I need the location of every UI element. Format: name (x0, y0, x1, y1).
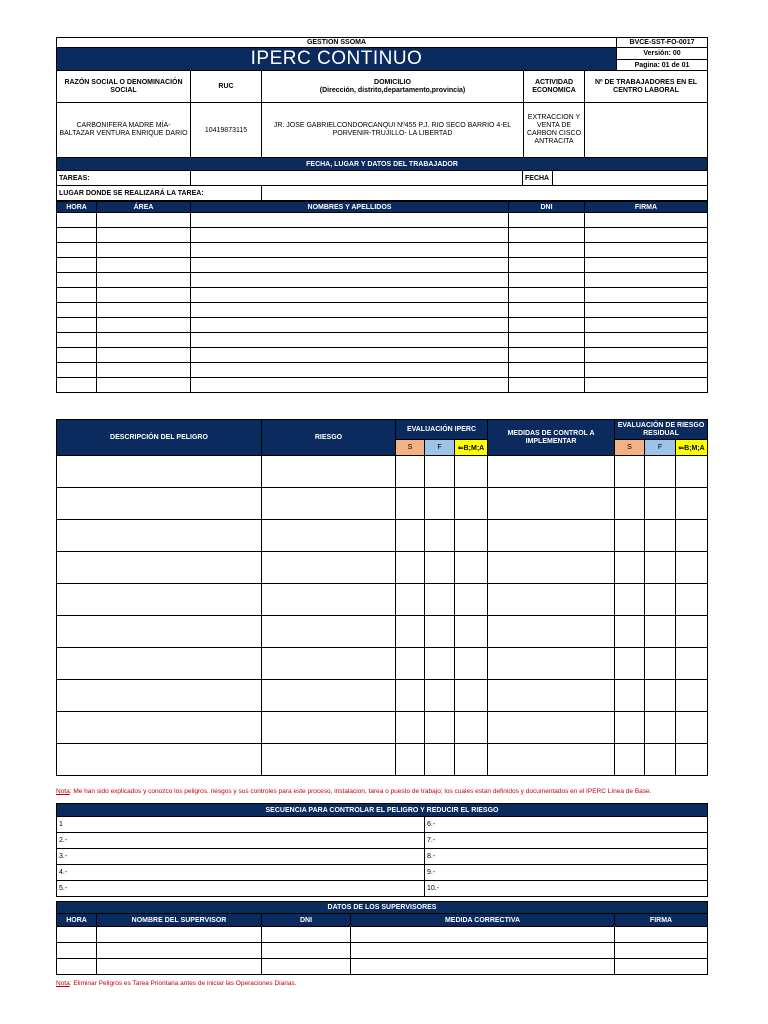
worker-row (57, 333, 708, 348)
col-risk: RIESGO (262, 420, 396, 456)
hazard-cell[interactable] (396, 680, 425, 712)
hazard-cell[interactable] (645, 616, 676, 648)
worker-cell[interactable] (585, 228, 708, 243)
form-version: Versión: 00 (617, 48, 708, 60)
worker-cell[interactable] (509, 243, 585, 258)
col-company-name: RAZÓN SOCIAL O DENOMINACIÓN SOCIAL (57, 71, 191, 103)
hazard-cell[interactable] (396, 648, 425, 680)
tasks-label: TAREAS: (57, 171, 191, 186)
hazard-row (57, 712, 708, 744)
supervisor-cell[interactable] (351, 943, 615, 959)
hazard-cell[interactable] (645, 488, 676, 520)
sequence-step[interactable]: 7.- (425, 833, 708, 849)
hazard-cell[interactable] (645, 456, 676, 488)
worker-cell[interactable] (57, 363, 97, 378)
hazard-cell[interactable] (645, 680, 676, 712)
sequence-row (57, 817, 708, 833)
hazard-cell[interactable] (615, 552, 645, 584)
worker-cell[interactable] (57, 243, 97, 258)
worker-cell[interactable] (97, 243, 191, 258)
hazard-cell[interactable] (615, 744, 645, 776)
worker-cell[interactable] (585, 318, 708, 333)
supervisor-cell[interactable] (351, 927, 615, 943)
worker-cell[interactable] (191, 258, 509, 273)
col-address-title: DOMICILIO (374, 78, 411, 86)
worker-col-4: FIRMA (585, 202, 708, 213)
hazard-cell[interactable] (425, 488, 455, 520)
worker-cell[interactable] (97, 273, 191, 288)
supervisor-col-2: DNI (262, 914, 351, 927)
worker-cell[interactable] (57, 273, 97, 288)
place-field[interactable] (262, 186, 708, 201)
col-ruc: RUC (191, 71, 262, 103)
worker-cell[interactable] (585, 333, 708, 348)
residual-f-header: F (645, 440, 676, 456)
hazard-cell[interactable] (396, 520, 425, 552)
sequence-row (57, 833, 708, 849)
hazard-cell[interactable] (57, 456, 262, 488)
hazard-cell[interactable] (396, 744, 425, 776)
sequence-row (57, 881, 708, 897)
hazard-cell[interactable] (262, 552, 396, 584)
worker-cell[interactable] (57, 288, 97, 303)
sequence-title: SECUENCIA PARA CONTROLAR EL PELIGRO Y REDUCIR EL RIESGO (57, 804, 708, 817)
supervisor-row (57, 943, 708, 959)
worker-cell[interactable] (97, 333, 191, 348)
worker-cell[interactable] (57, 318, 97, 333)
hazard-cell[interactable] (488, 488, 615, 520)
sequence-row (57, 849, 708, 865)
hazard-cell[interactable] (455, 552, 488, 584)
col-residual-eval: EVALUACIÓN DE RIESGO RESIDUAL (615, 420, 708, 440)
worker-row (57, 378, 708, 393)
hazard-cell[interactable] (262, 744, 396, 776)
sequence-step[interactable]: 3.- (57, 849, 425, 865)
hazard-cell[interactable] (57, 616, 262, 648)
hazard-cell[interactable] (488, 616, 615, 648)
worker-cell[interactable] (509, 318, 585, 333)
worker-row (57, 213, 708, 228)
worker-cell[interactable] (97, 288, 191, 303)
worker-col-0: HORA (57, 202, 97, 213)
worker-cell[interactable] (191, 288, 509, 303)
sequence-step[interactable]: 4.- (57, 865, 425, 881)
worker-cell[interactable] (585, 378, 708, 393)
eval-s-header: S (396, 440, 425, 456)
hazard-cell[interactable] (425, 616, 455, 648)
hazard-cell[interactable] (57, 744, 262, 776)
worker-col-3: DNI (509, 202, 585, 213)
hazard-cell[interactable] (676, 648, 708, 680)
supervisor-row (57, 927, 708, 943)
worker-cell[interactable] (191, 333, 509, 348)
worker-cell[interactable] (191, 213, 509, 228)
worker-row (57, 258, 708, 273)
hazard-cell[interactable] (262, 584, 396, 616)
worker-cell[interactable] (191, 348, 509, 363)
hazard-cell[interactable] (262, 488, 396, 520)
hazard-cell[interactable] (396, 584, 425, 616)
hazard-cell[interactable] (645, 712, 676, 744)
hazard-cell[interactable] (396, 616, 425, 648)
supervisor-cell[interactable] (262, 959, 351, 975)
hazard-cell[interactable] (676, 744, 708, 776)
hazard-cell[interactable] (57, 648, 262, 680)
supervisor-cell[interactable] (57, 959, 97, 975)
supervisor-section (56, 901, 707, 975)
sequence-step[interactable]: 8.- (425, 849, 708, 865)
hazard-cell[interactable] (645, 520, 676, 552)
hazard-cell[interactable] (425, 520, 455, 552)
worker-table (56, 201, 708, 393)
worker-cell[interactable] (97, 348, 191, 363)
hazard-cell[interactable] (396, 552, 425, 584)
hazard-cell[interactable] (488, 680, 615, 712)
worker-cell[interactable] (509, 228, 585, 243)
hazard-row (57, 648, 708, 680)
worker-cell[interactable] (57, 213, 97, 228)
sequence-section (56, 803, 707, 897)
hazard-cell[interactable] (455, 712, 488, 744)
worker-row (57, 318, 708, 333)
hazard-cell[interactable] (488, 648, 615, 680)
worker-cell[interactable] (509, 348, 585, 363)
hazard-cell[interactable] (57, 488, 262, 520)
supervisor-cell[interactable] (57, 927, 97, 943)
hazard-cell[interactable] (425, 680, 455, 712)
col-activity: ACTIVIDAD ECONOMICA (524, 71, 585, 103)
company-workers[interactable] (585, 103, 708, 158)
supervisor-cell[interactable] (351, 959, 615, 975)
hazard-cell[interactable] (615, 680, 645, 712)
hazard-cell[interactable] (615, 616, 645, 648)
hazard-cell[interactable] (488, 584, 615, 616)
worker-cell[interactable] (585, 258, 708, 273)
worker-cell[interactable] (585, 288, 708, 303)
form-page: Pagina: 01 de 01 (617, 60, 708, 71)
worker-cell[interactable] (509, 288, 585, 303)
form-title: IPERC CONTINUO (57, 48, 617, 71)
hazard-cell[interactable] (455, 648, 488, 680)
tasks-field[interactable] (191, 171, 523, 186)
worker-col-2: NOMBRES Y APELLIDOS (191, 202, 509, 213)
worker-cell[interactable] (57, 228, 97, 243)
note-explained-label: Nota (56, 788, 70, 795)
worker-cell[interactable] (97, 318, 191, 333)
worker-section (56, 157, 707, 393)
hazard-cell[interactable] (615, 520, 645, 552)
worker-cell[interactable] (97, 378, 191, 393)
worker-section-title: FECHA, LUGAR Y DATOS DEL TRABAJADOR (57, 158, 708, 171)
sequence-step[interactable]: 6.- (425, 817, 708, 833)
form-header (56, 37, 707, 71)
hazard-cell[interactable] (425, 648, 455, 680)
hazard-cell[interactable] (488, 552, 615, 584)
worker-row (57, 303, 708, 318)
hazard-cell[interactable] (262, 520, 396, 552)
supervisor-cell[interactable] (97, 959, 262, 975)
worker-cell[interactable] (57, 303, 97, 318)
hazard-cell[interactable] (425, 712, 455, 744)
worker-cell[interactable] (191, 303, 509, 318)
hazard-cell[interactable] (396, 456, 425, 488)
supervisor-col-1: NOMBRE DEL SUPERVISOR (97, 914, 262, 927)
worker-cell[interactable] (97, 213, 191, 228)
worker-cell[interactable] (97, 258, 191, 273)
worker-cell[interactable] (97, 228, 191, 243)
hazard-cell[interactable] (488, 456, 615, 488)
hazard-cell[interactable] (425, 456, 455, 488)
hazard-cell[interactable] (455, 680, 488, 712)
worker-row (57, 348, 708, 363)
hazard-cell[interactable] (396, 488, 425, 520)
col-address (262, 71, 524, 103)
sequence-step[interactable]: 1 (57, 817, 425, 833)
hazard-section (56, 419, 707, 776)
hazard-cell[interactable] (615, 712, 645, 744)
note-eliminate (56, 980, 297, 987)
hazard-cell[interactable] (488, 520, 615, 552)
worker-cell[interactable] (191, 228, 509, 243)
note-eliminate-text: : Eliminar Peligros es Tarea Prioritaria antes de iniciar las Operaciones Diarias. (69, 980, 297, 987)
sequence-step[interactable]: 2.- (57, 833, 425, 849)
hazard-cell[interactable] (262, 616, 396, 648)
hazard-cell[interactable] (615, 488, 645, 520)
worker-cell[interactable] (97, 363, 191, 378)
date-field[interactable] (553, 171, 708, 186)
hazard-row (57, 456, 708, 488)
supervisor-cell[interactable] (262, 927, 351, 943)
hazard-cell[interactable] (455, 520, 488, 552)
hazard-cell[interactable] (676, 488, 708, 520)
hazard-cell[interactable] (57, 520, 262, 552)
hazard-cell[interactable] (262, 712, 396, 744)
hazard-cell[interactable] (615, 584, 645, 616)
hazard-cell[interactable] (425, 744, 455, 776)
worker-cell[interactable] (585, 303, 708, 318)
worker-cell[interactable] (57, 333, 97, 348)
sequence-step[interactable]: 9.- (425, 865, 708, 881)
worker-row (57, 288, 708, 303)
worker-cell[interactable] (509, 363, 585, 378)
worker-cell[interactable] (191, 318, 509, 333)
worker-cell[interactable] (191, 273, 509, 288)
worker-cell[interactable] (585, 243, 708, 258)
supervisor-cell[interactable] (615, 943, 708, 959)
hazard-cell[interactable] (488, 712, 615, 744)
hazard-cell[interactable] (455, 488, 488, 520)
worker-row (57, 363, 708, 378)
col-hazard-description: DESCRIPCIÓN DEL PELIGRO (57, 420, 262, 456)
eval-f-header: F (425, 440, 455, 456)
company-table (56, 70, 707, 158)
hazard-cell[interactable] (645, 648, 676, 680)
supervisor-cell[interactable] (97, 927, 262, 943)
note-explained (56, 788, 651, 795)
hazard-cell[interactable] (57, 552, 262, 584)
col-workers: Nº DE TRABAJADORES EN EL CENTRO LABORAL (585, 71, 708, 103)
hazard-cell[interactable] (676, 616, 708, 648)
hazard-cell[interactable] (645, 584, 676, 616)
supervisor-col-0: HORA (57, 914, 97, 927)
col-address-sub: (Dirección, distrito,departamento,provincia) (319, 86, 466, 94)
worker-cell[interactable] (509, 333, 585, 348)
company-ruc: 10419873115 (191, 103, 262, 158)
form-code: BVCE-SST-FO-0017 (617, 38, 708, 48)
worker-row (57, 228, 708, 243)
worker-row (57, 273, 708, 288)
note-eliminate-label: Nota (56, 980, 70, 987)
worker-cell[interactable] (97, 303, 191, 318)
hazard-cell[interactable] (425, 584, 455, 616)
worker-cell[interactable] (509, 273, 585, 288)
worker-cell[interactable] (191, 243, 509, 258)
worker-col-1: ÁREA (97, 202, 191, 213)
supervisor-row (57, 959, 708, 975)
company-name: CARBONIFERA MADRE MÍA- BALTAZAR VENTURA ENRIQUE DARIO (57, 103, 191, 158)
hazard-row (57, 488, 708, 520)
hazard-cell[interactable] (262, 648, 396, 680)
area-label: GESTION SSOMA (57, 38, 617, 48)
sequence-row (57, 865, 708, 881)
worker-cell[interactable] (585, 348, 708, 363)
hazard-cell[interactable] (676, 520, 708, 552)
hazard-row (57, 616, 708, 648)
hazard-cell[interactable] (396, 712, 425, 744)
hazard-cell[interactable] (676, 552, 708, 584)
supervisor-cell[interactable] (57, 943, 97, 959)
supervisor-cell[interactable] (262, 943, 351, 959)
col-control-measures: MEDIDAS DE CONTROL A IMPLEMENTAR (488, 420, 615, 456)
hazard-cell[interactable] (455, 584, 488, 616)
company-address: JR. JOSE GABRIELCONDORCANQUI Nº455 P.J. RIO SECO BARRIO 4-EL PORVENIR-TRUJILLO- LA LIBERTAD (262, 103, 524, 158)
hazard-cell[interactable] (615, 456, 645, 488)
supervisor-cell[interactable] (615, 927, 708, 943)
hazard-cell[interactable] (262, 456, 396, 488)
eval-a-header: ⇐B;M;A (455, 440, 488, 456)
col-iperc-eval: EVALUACIÓN IPERC (396, 420, 488, 440)
worker-cell[interactable] (509, 258, 585, 273)
hazard-cell[interactable] (645, 552, 676, 584)
hazard-row (57, 680, 708, 712)
supervisor-cell[interactable] (615, 959, 708, 975)
hazard-cell[interactable] (488, 744, 615, 776)
supervisor-title: DATOS DE LOS SUPERVISORES (57, 902, 708, 914)
worker-cell[interactable] (57, 348, 97, 363)
hazard-cell[interactable] (676, 584, 708, 616)
hazard-row (57, 584, 708, 616)
hazard-cell[interactable] (455, 616, 488, 648)
hazard-cell[interactable] (645, 744, 676, 776)
note-explained-text: : Me han sido explicados y conozco los peligros, riesgos y sus controles para este proceso, instalacion, tarea o puesto de trabajo; los cuales estan definidos y documentados en el IPERC Línea de Base. (69, 788, 652, 795)
hazard-row (57, 744, 708, 776)
sequence-step[interactable]: 5.- (57, 881, 425, 897)
hazard-cell[interactable] (615, 648, 645, 680)
worker-cell[interactable] (191, 378, 509, 393)
hazard-cell[interactable] (455, 456, 488, 488)
worker-cell[interactable] (585, 363, 708, 378)
supervisor-col-3: MEDIDA CORRECTIVA (351, 914, 615, 927)
hazard-cell[interactable] (57, 680, 262, 712)
worker-row (57, 243, 708, 258)
hazard-cell[interactable] (57, 712, 262, 744)
residual-a-header: ⇐B;M;A (676, 440, 708, 456)
worker-cell[interactable] (509, 303, 585, 318)
place-label: LUGAR DONDE SE REALIZARÁ LA TAREA: (57, 186, 262, 201)
sequence-step[interactable]: 10.- (425, 881, 708, 897)
worker-cell[interactable] (191, 363, 509, 378)
supervisor-cell[interactable] (97, 943, 262, 959)
hazard-cell[interactable] (262, 680, 396, 712)
worker-cell[interactable] (585, 213, 708, 228)
hazard-cell[interactable] (57, 584, 262, 616)
worker-cell[interactable] (57, 378, 97, 393)
hazard-cell[interactable] (676, 712, 708, 744)
supervisor-col-4: FIRMA (615, 914, 708, 927)
company-activity: EXTRACCION Y VENTA DE CARBON CISCO ANTRACITA (524, 103, 585, 158)
date-label: FECHA (523, 171, 553, 186)
hazard-cell[interactable] (425, 552, 455, 584)
hazard-cell[interactable] (676, 456, 708, 488)
worker-cell[interactable] (57, 258, 97, 273)
hazard-cell[interactable] (676, 680, 708, 712)
hazard-cell[interactable] (455, 744, 488, 776)
worker-cell[interactable] (509, 213, 585, 228)
hazard-row (57, 552, 708, 584)
worker-cell[interactable] (509, 378, 585, 393)
residual-s-header: S (615, 440, 645, 456)
worker-cell[interactable] (585, 273, 708, 288)
hazard-row (57, 520, 708, 552)
